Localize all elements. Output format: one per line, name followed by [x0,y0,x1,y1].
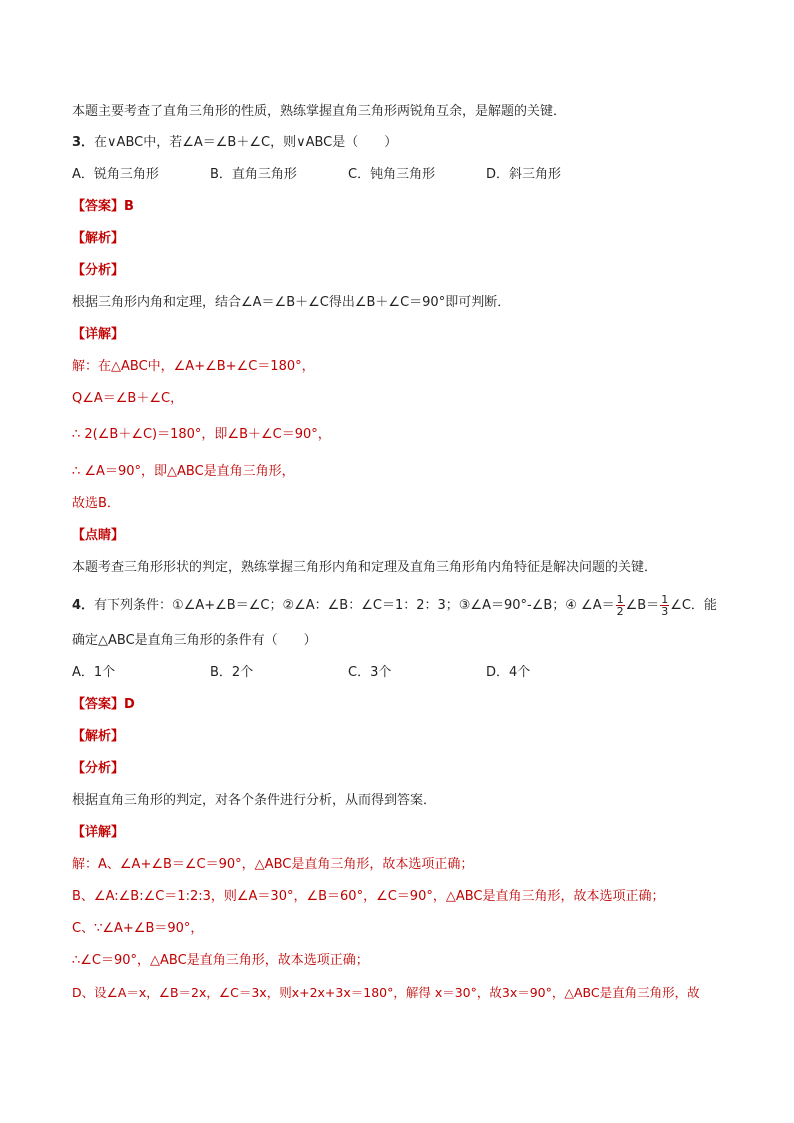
q3-fenxi-text: 根据三角形内角和定理，结合∠A＝∠B＋∠C得出∠B＋∠C＝90°即可判断． [72,295,511,310]
fraction-one-third [660,594,669,617]
question-text: 在∨ABC中，若∠A＝∠B＋∠C，则∨ABC是（ ） [94,135,398,150]
frac-denominator: 3 [661,605,669,618]
q4-xiangjie-tag: 【详解】 [72,825,125,840]
q3-xiangjie-tag: 【详解】 [72,327,125,342]
q4-jiexi-tag: 【解析】 [72,729,125,744]
q3-answer [72,198,134,216]
q4-step-1: 解：A、∠A+∠B＝∠C＝90°，△ABC是直角三角形，故本选项正确； [72,857,474,872]
answer-tag: 【答案】 [72,697,125,712]
frac-denominator: 2 [616,605,624,618]
q3-step-4: ∴ ∠A＝90°，即△ABC是直角三角形， [72,464,295,479]
q3-dianjing-text: 本题考查三角形形状的判定，熟练掌握三角形内角和定理及直角三角形角内角特征是解决问题的关键． [72,560,658,575]
answer-value: D [124,697,135,712]
q4-step-4: ∴∠C＝90°，△ABC是直角三角形，故本选项正确； [72,953,369,968]
q4-step-5: D、设∠A＝x，∠B＝2x，∠C＝3x，则x+2x+3x＝180°，解得 x＝30°，故3x＝90°，△ABC是直角三角形，故 [72,985,700,1000]
option-a: A．1个 [72,665,116,680]
option-d: D．斜三角形 [486,167,562,182]
frac-numerator: 1 [616,593,624,606]
option-b: B．2个 [210,665,254,680]
fraction-one-half [616,594,625,617]
prev-summary: 本题主要考查了直角三角形的性质，熟练掌握直角三角形两锐角互余，是解题的关键． [72,104,567,119]
frac-numerator: 1 [661,593,669,606]
answer-value: B [124,199,134,214]
q4-answer [72,696,135,714]
q3-options [72,166,624,184]
question-4 [72,594,717,617]
q3-jiexi-tag: 【解析】 [72,231,125,246]
answer-tag: 【答案】 [72,199,125,214]
question-text-b: ∠C．能 [670,598,717,613]
question-number: 4． [72,598,95,613]
option-d: D．4个 [486,665,531,680]
question-number: 3． [72,135,95,150]
q3-step-2: Q∠A＝∠B＋∠C， [72,391,184,406]
q3-step-3: ∴ 2(∠B＋∠C)＝180°，即∠B＋∠C＝90°， [72,427,331,442]
option-c: C．钝角三角形 [348,167,436,182]
q3-dianjing-tag: 【点睛】 [72,528,125,543]
question-3 [72,134,397,152]
q4-options [72,664,624,682]
q4-step-3: C、∵∠A+∠B＝90°， [72,921,204,936]
option-c: C．3个 [348,665,392,680]
question-text-mid: ∠B＝ [625,598,660,613]
q3-step-5: 故选B． [72,496,120,511]
q3-step-1: 解：在△ABC中，∠A+∠B+∠C＝180°， [72,359,315,374]
q3-fenxi-tag: 【分析】 [72,263,125,278]
q4-step-2: B、∠A:∠B:∠C＝1:2:3，则∠A＝30°，∠B＝60°，∠C＝90°，△ABC是直角三角形，故本选项正确； [72,889,665,904]
q4-fenxi-tag: 【分析】 [72,761,125,776]
option-a: A．锐角三角形 [72,167,159,182]
q4-fenxi-text: 根据直角三角形的判定，对各个条件进行分析，从而得到答案． [72,793,437,808]
option-b: B．直角三角形 [210,167,297,182]
question-4-cont: 确定△ABC是直角三角形的条件有（ ） [72,633,317,648]
question-text-a: 有下列条件：①∠A+∠B＝∠C；②∠A：∠B：∠C＝1：2：3；③∠A＝90°-∠B；④ ∠A＝ [94,598,615,613]
